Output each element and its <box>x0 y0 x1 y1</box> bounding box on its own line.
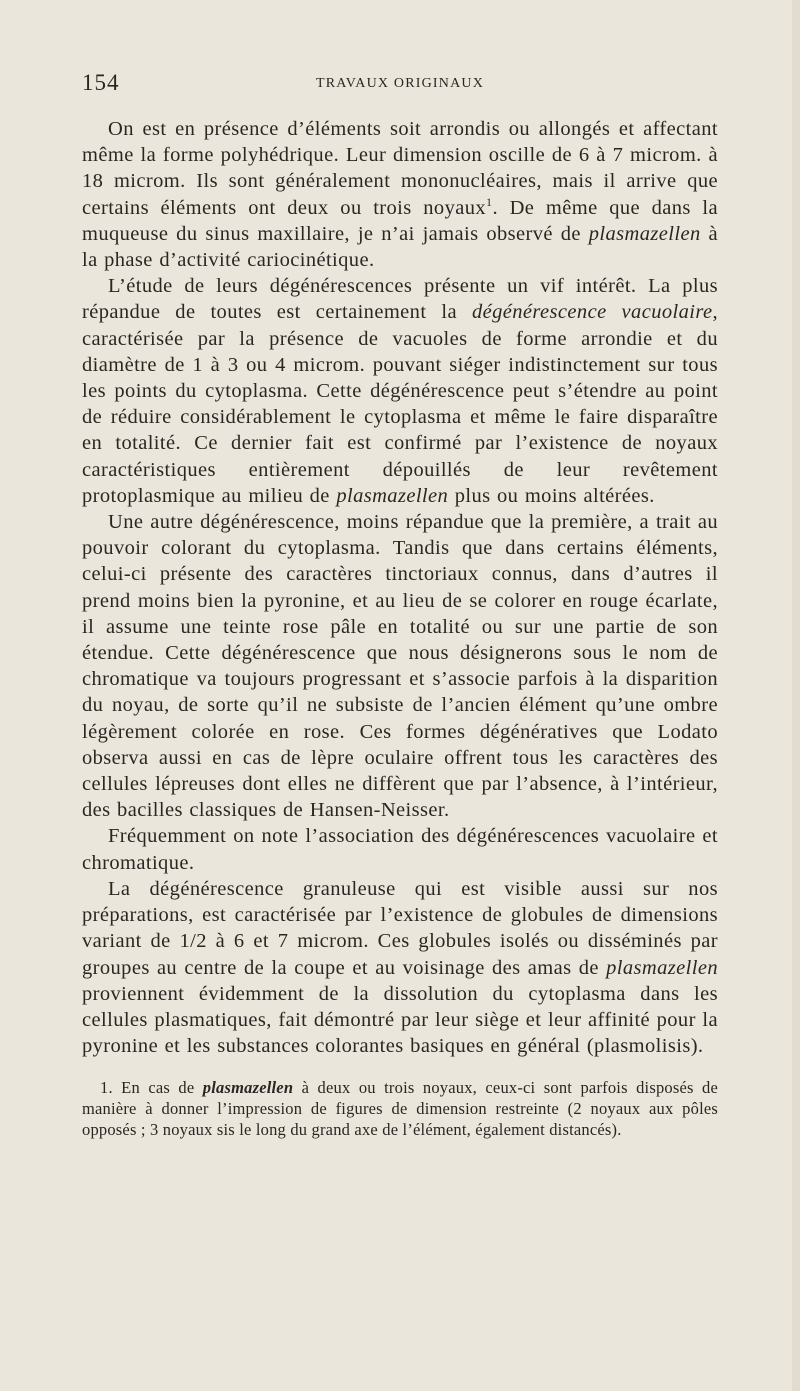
paragraph <box>82 116 718 273</box>
paragraph <box>82 823 718 875</box>
running-title: TRAVAUX ORIGINAUX <box>315 76 485 91</box>
page-header <box>82 70 718 104</box>
text-run: On est en présence d’éléments soit arrondis ou allongés et affectant même la forme polyhédrique. Leur dimension oscille de 6 à 7 microm. à 18 microm. Ils sont généralement mononucléaires, mais il arrive que certains éléments ont deux ou trois noyaux <box>82 118 718 219</box>
text-run: . De même que dans la muqueuse du sinus maxillaire, je n’ai jamais observé de <box>82 196 718 245</box>
paragraph <box>82 876 718 1059</box>
text-run: Une autre dégénérescence, moins répandue que la première, a trait au pouvoir colorant du cytoplasma. Tandis que dans certains éléments, celui-ci présente des caractères tinctoriaux connus, dans d’autres il prend moins bien la pyronine, et au lieu de se colorer en rouge écarlate, il assume une teinte rose pâle en totalité ou sur une partie de son étendue. Cette dégénérescence que nous désignerons sous le nom de chromatique va toujours progressant et s’associe parfois à la disparition du noyau, de sorte qu’il ne subsiste de l’ancien élément qu’une ombre légèrement colorée en rose. Ces formes dégénératives que Lodato observa aussi en cas de lèpre oculaire offrent tous les caractères des cellules lépreuses dont elles ne diffèrent que par l’absence, à l’intérieur, des bacilles classiques de Hansen-Neisser. <box>82 511 718 822</box>
italic-term: plasmazellen <box>588 222 701 245</box>
italic-term: plasmazellen <box>606 956 718 979</box>
italic-term: plasmazellen <box>202 1078 294 1098</box>
main-text <box>82 116 718 1157</box>
text-run: Fréquemment on note l’association des dégénérescences vacuolaire et chromatique. <box>82 825 718 874</box>
text-run: à la phase d’activité cariocinétique. <box>82 222 718 272</box>
page-edge <box>792 0 800 1391</box>
italic-term: dégénérescence vacuolaire <box>471 301 713 324</box>
text-run: plus ou moins altérées. <box>448 484 655 507</box>
paragraph <box>82 273 718 509</box>
paragraph <box>82 509 718 823</box>
text-run: 1. En cas de <box>100 1078 203 1098</box>
text-run: L’étude de leurs dégénérescences présente un vif intérêt. La plus répandue de toutes est certainement la <box>82 275 718 324</box>
text-run: La dégénérescence granuleuse qui est visible aussi sur nos préparations, est caractérisée par l’existence de globules de dimensions variant de 1/2 à 6 et 7 microm. Ces globules isolés ou disséminés par groupes au centre de la coupe et au voisinage des amas de <box>82 877 718 979</box>
text-run: , caractérisée par la présence de vacuoles de forme arrondie et du diamètre de 1 à 3 ou 4 microm. pouvant siéger indistinctement sur tous les points du cytoplasma. Cette dégénérescence peut s’étendre au point de réduire considérablement le cytoplasma et même le faire disparaître en totalité. Ce dernier fait est confirmé par l’existence de noyaux caractéristiques entièrement dépouillés de leur revêtement protoplasmique au milieu de <box>82 301 718 507</box>
footnote <box>82 1077 718 1140</box>
italic-term: plasmazellen <box>336 484 449 507</box>
footnote-marker: 1 <box>486 194 493 209</box>
page-number: 154 <box>82 70 120 95</box>
text-run: proviennent évidemment de la dissolution du cytoplasma dans les cellules plasmatiques, fait démontré par leur siège et leur affinité pour la pyronine et les substances colorantes basiques en général (plasmolisis). <box>82 982 718 1058</box>
text-run: à deux ou trois noyaux, ceux-ci sont parfois disposés de manière à donner l’impression de figures de dimension restreinte (2 noyaux aux pôles opposés ; 3 noyaux sis le long du grand axe de l’élément, également distancés). <box>82 1078 718 1140</box>
